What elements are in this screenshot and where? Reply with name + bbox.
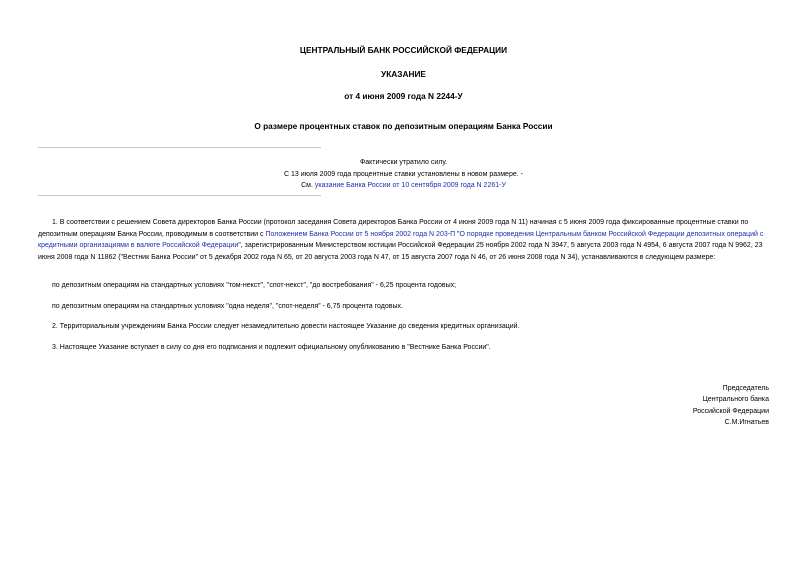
issuer-heading: ЦЕНТРАЛЬНЫЙ БАНК РОССИЙСКОЙ ФЕДЕРАЦИИ — [299, 45, 508, 55]
link-ukazanie-2261-u[interactable]: указание Банка России от 10 сентября 2009 года N 2261-У — [314, 182, 506, 189]
signature-title-1: Председатель — [722, 385, 769, 392]
divider-bottom — [38, 195, 321, 196]
status-note-line3 — [0, 181, 807, 191]
paragraph-1-text-b: " — [455, 230, 460, 238]
document-date-number: от 4 июня 2009 года N 2244-У — [344, 91, 463, 101]
signature-title-3: Российской Федерации — [692, 407, 769, 415]
signatory-name: С.М.Игнатьев — [724, 418, 769, 426]
paragraph-2: 2. Территориальным учреждениям Банка России следует незамедлительно довести настоящее Указание до сведения кредитных организаций. — [52, 323, 520, 330]
signature-title-2: Центрального банка — [702, 396, 769, 404]
link-polozhenie-203-p[interactable]: Положением Банка России от 5 ноября 2002 года N 203-П — [265, 230, 456, 238]
rate-item-2: по депозитным операциям на стандартных условиях "одна неделя", "спот-неделя" - 6,75 процента годовых. — [52, 303, 403, 310]
paragraph-1-text-c: ", зарегистрированным Министерством юстиции Российской Федерации 25 ноября 2002 года N 3947, 5 августа 2003 года N 4954, 6 августа 2007 года N 9962, 23 июня 2008 года N 11862 ("Вестник Банка России" от 5 декабря 2002 года N 65, от 20 августа 2003 года N 47, от 15 августа 2007 года N 46, от 26 июня 2008 года N 34), устанавливаются в следующем размере: — [38, 242, 763, 261]
paragraph-1-text-a: 1. В соответствии с решением Совета директоров Банка России (протокол заседания Совета директоров Банка России от 4 июня 2009 года N 11) начиная с 5 июня 2009 года фиксированные процентные ставки по депозитным операциям Банка России, проводимым в соответствии с — [38, 219, 749, 238]
divider-top — [38, 147, 321, 148]
status-note-prefix: См. — [301, 182, 315, 189]
document-type-heading: УКАЗАНИЕ — [381, 69, 426, 79]
status-note-line2: С 13 июля 2009 года процентные ставки установлены в новом размере. - — [284, 171, 523, 178]
rate-item-1: по депозитным операциям на стандартных условиях "том-некст", "спот-некст", "до востребования" - 6,25 процента годовых; — [52, 282, 457, 289]
paragraph-1 — [38, 217, 770, 263]
signature-block — [693, 383, 769, 428]
document-title: О размере процентных ставок по депозитным операциям Банка России — [254, 121, 553, 131]
paragraph-3: 3. Настоящее Указание вступает в силу со дня его подписания и подлежит официальному опубликованию в "Вестнике Банка России". — [52, 344, 491, 351]
link-deposit-operations-order[interactable]: О порядке проведения Центральным банком Российской Федерации депозитных операций с кредитными организациями в валюте Российской Федерации — [38, 230, 764, 250]
status-note-line1: Фактически утратило силу. — [359, 159, 448, 166]
